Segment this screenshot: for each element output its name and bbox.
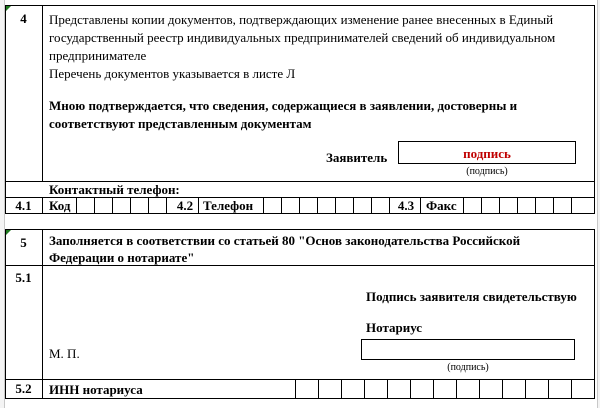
subsection-5-1-number: 5.1 <box>15 270 32 285</box>
section-5-text-line-1: Заполняется в соответствии со статьей 80 "Основ законодательства Российской <box>49 233 521 248</box>
fax-cell[interactable] <box>517 197 518 213</box>
phone-cell[interactable] <box>263 197 264 213</box>
code-cell[interactable] <box>130 197 131 213</box>
inn-cell[interactable] <box>410 379 411 398</box>
section-4-top-border <box>5 5 595 6</box>
section-5-inn-top <box>5 379 595 380</box>
applicant-label: Заявитель <box>326 150 388 165</box>
fax-label-divider <box>420 197 421 213</box>
phone-number: 4.2 <box>176 198 194 213</box>
inn-cell[interactable] <box>571 379 572 398</box>
section-5-number: 5 <box>20 235 27 250</box>
documents-list-note: Перечень документов указывается в листе Л <box>49 66 296 81</box>
fax-cell[interactable] <box>481 197 482 213</box>
confirmation-line-2: соответствуют представленным документам <box>49 116 312 131</box>
inn-cell[interactable] <box>295 379 296 398</box>
phone-cell[interactable] <box>317 197 318 213</box>
section-4-text-line-2: государственный реестр индивидуальных предпринимателей сведений об индивидуальном <box>49 30 556 45</box>
section-4-number-divider <box>42 5 43 181</box>
section-4-text-line-1: Представлены копии документов, подтверждающих изменение ранее внесенных в Единый <box>49 12 554 27</box>
phone-cell[interactable] <box>299 197 300 213</box>
code-cell[interactable] <box>76 197 77 213</box>
contacts-right-border <box>594 181 595 213</box>
fax-cell[interactable] <box>463 197 464 213</box>
contacts-bottom-border <box>5 213 595 214</box>
fax-cell[interactable] <box>535 197 536 213</box>
fax-cell[interactable] <box>553 197 554 213</box>
section-5-top-border <box>5 229 595 230</box>
section-5-right-border <box>594 229 595 399</box>
fax-cell[interactable] <box>571 197 572 213</box>
inn-cell[interactable] <box>548 379 549 398</box>
section-5-bottom-border <box>5 398 595 399</box>
witness-label: Подпись заявителя свидетельствую <box>366 289 577 304</box>
notary-label: Нотариус <box>366 320 423 335</box>
phone-cell[interactable] <box>371 197 372 213</box>
stamp-label: М. П. <box>49 346 80 361</box>
phone-cell[interactable] <box>335 197 336 213</box>
fax-label: Факс <box>426 198 457 213</box>
phone-cell[interactable] <box>281 197 282 213</box>
inn-cell[interactable] <box>341 379 342 398</box>
notary-signature-caption: (подпись) <box>447 362 489 373</box>
code-cell[interactable] <box>148 197 149 213</box>
section-4-left-border <box>5 5 6 181</box>
code-label: Код <box>49 198 71 213</box>
inn-cell[interactable] <box>387 379 388 398</box>
section-5-number-divider <box>42 229 43 399</box>
section-5-text-line-2: Федерации о нотариате" <box>49 250 195 265</box>
phone-label: Телефон <box>203 198 254 213</box>
inn-number: 5.2 <box>15 381 32 396</box>
inn-cell[interactable] <box>433 379 434 398</box>
phone-cell[interactable] <box>353 197 354 213</box>
phone-label-divider <box>198 197 199 213</box>
confirmation-line-1: Мною подтверждается, что сведения, содержащиеся в заявлении, достоверны и <box>49 98 518 113</box>
phone-cell[interactable] <box>389 197 390 213</box>
inn-cell[interactable] <box>479 379 480 398</box>
section-4-number: 4 <box>20 11 27 26</box>
applicant-signature-field[interactable] <box>398 141 576 164</box>
inn-cell[interactable] <box>502 379 503 398</box>
applicant-signature-caption: (подпись) <box>466 166 508 177</box>
code-cell[interactable] <box>94 197 95 213</box>
signature-value: подпись <box>463 146 511 161</box>
contact-phone-header: Контактный телефон: <box>49 182 180 197</box>
section-4-text-line-3: предпринимателе <box>49 48 147 63</box>
inn-cell[interactable] <box>525 379 526 398</box>
code-cell[interactable] <box>166 197 167 213</box>
section-5-left-border <box>5 229 6 399</box>
contacts-number-divider <box>42 197 43 213</box>
notary-signature-field[interactable] <box>361 339 575 360</box>
fax-number: 4.3 <box>397 198 415 213</box>
code-number: 4.1 <box>15 198 32 213</box>
inn-cell[interactable] <box>456 379 457 398</box>
inn-label: ИНН нотариуса <box>49 382 143 397</box>
code-cell[interactable] <box>112 197 113 213</box>
inn-cell[interactable] <box>364 379 365 398</box>
inn-cell[interactable] <box>318 379 319 398</box>
fax-cell[interactable] <box>499 197 500 213</box>
